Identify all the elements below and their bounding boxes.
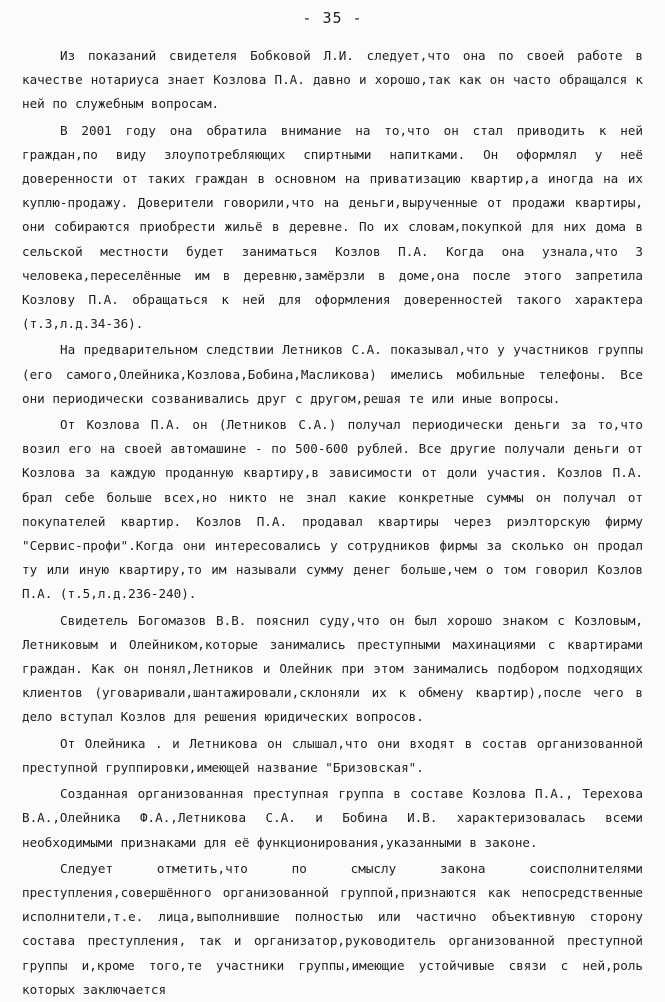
paragraph: Свидетель Богомазов В.В. пояснил суду,что он был хорошо знаком с Козловым, Летниковым и Олейником,которые занимались преступными махинациями с квартирами граждан. Как он понял,Летников и Олейник при этом занимались подбором подходящих клиентов (уговаривали,шантажировали,склоняли их к обмену квартир),после чего в дело вступал Козлов для решения юридических вопросов. — [22, 612, 643, 725]
document-body — [22, 44, 643, 1002]
paragraph: От Козлова П.А. он (Летников С.А.) получал периодически деньги за то,что возил его на своей автомашине - по 500-600 рублей. Все другие получали деньги от Козлова за каждую проданную квартиру,в зависимости от доли участия. Козлов П.А. брал себе больше всех,но никто не знал какие конкретные суммы он получал от покупателей квартир. Козлов П.А. продавал квартиры через риэлторскую фирму "Сервис-профи".Когда они интересовались у сотрудников фирмы за сколько он продал ту или иную квартиру,то им называли сумму денег больше,чем о том говорил Козлов П.А. (т.5,л.д.236-240). — [22, 417, 643, 602]
page-number: - 35 - — [302, 9, 363, 27]
paragraph: От Олейника . и Летникова он слышал,что они входят в состав организованной преступной группировки,имеющей название "Бризовская". — [22, 735, 643, 775]
paragraph: Созданная организованная преступная группа в составе Козлова П.А., Терехова В.А.,Олейника Ф.А.,Летникова С.А. и Бобина И.В. характеризовалась всеми необходимыми признаками для её функционирования,указанными в законе. — [22, 786, 643, 850]
paragraph: Следует отметить,что по смыслу закона соисполнителями преступления,совершённого организованной группой,признаются как непосредственные исполнители,т.е. лица,выполнившие полностью или частично объективную сторону состава преступления, так и организатор,руководитель организованной преступной группы и,кроме того,те участники группы,имеющие устойчивые связи с ней,роль которых заключается — [22, 860, 643, 997]
paragraph: Из показаний свидетеля Бобковой Л.И. следует,что она по своей работе в качестве нотариуса знает Козлова П.А. давно и хорошо,так как он часто обращался к ней по служебным вопросам. — [22, 48, 643, 112]
paragraph: На предварительном следствии Летников С.А. показывал,что у участников группы (его самого,Олейника,Козлова,Бобина,Масликова) имелись мобильные телефоны. Все они периодически созванивались друг с другом,решая те или иные вопросы. — [22, 342, 643, 406]
paragraph: В 2001 году она обратила внимание на то,что он стал приводить к ней граждан,по виду злоупотребляющих спиртными напитками. Он оформлял у неё доверенности от таких граждан в основном на приватизацию квартир,а иногда на их куплю-продажу. Доверители говорили,что на деньги,вырученные от продажи квартиры, они собираются приобрести жильё в деревне. По их словам,покупкой для них дома в сельской местности будет заниматься Козлов П.А. Когда она узнала,что 3 человека,переселённые им в деревню,замёрзли в доме,она после этого запретила Козлову П.А. обращаться к ней для оформления доверенностей такого характера (т.3,л.д.34-36). — [22, 122, 643, 332]
